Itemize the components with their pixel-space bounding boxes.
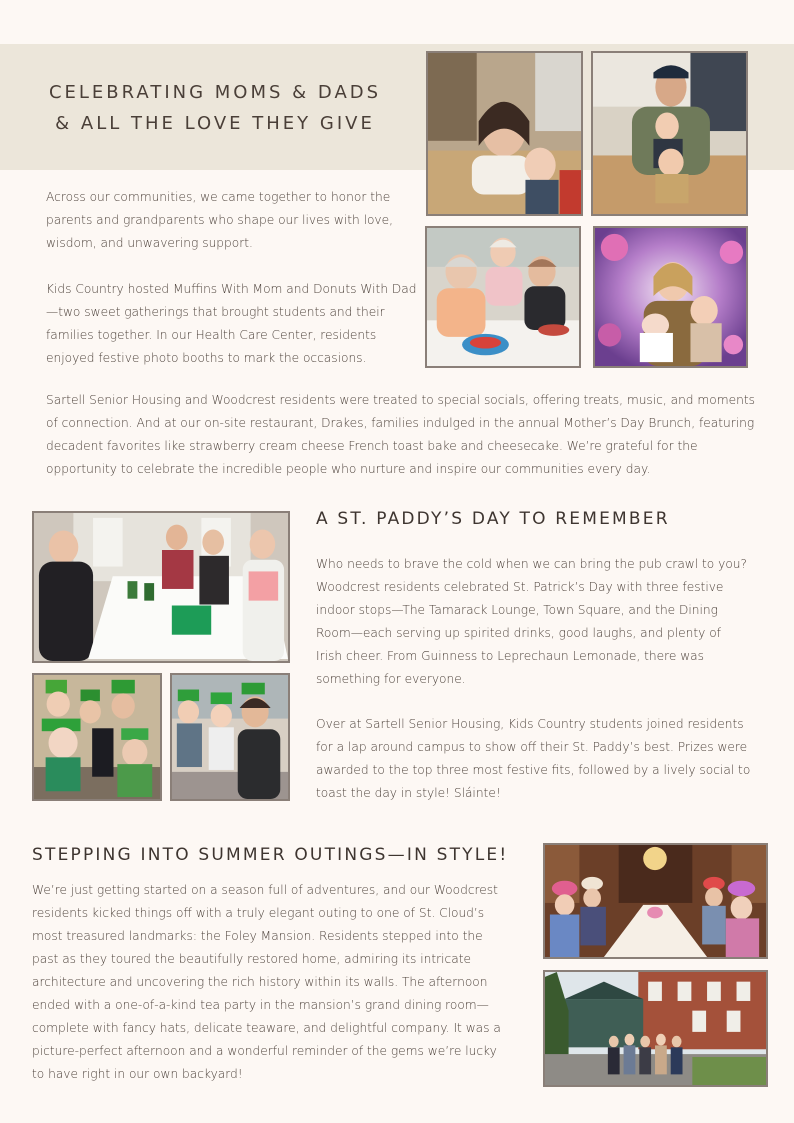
st-paddys-title: A ST. PADDY’S DAY TO REMEMBER xyxy=(316,509,670,529)
photo-tea-party-dining-room xyxy=(543,843,768,959)
st-paddys-paragraph-2: Over at Sartell Senior Housing, Kids Country students joined residents for a lap around campus to show off their St. Paddy’s best. Prizes were awarded to the top three most festive fits, followed by a lively social to toast the day in style! Sláinte! xyxy=(316,717,751,800)
st-paddys-paragraph-1: Who needs to brave the cold when we can bring the pub crawl to you? Woodcrest residents celebrated St. Patrick’s Day with three festive indoor stops—The Tamarack Lounge, Town Square, and the Dining Room—each serving up spirited drinks, good laughs, and plenty of Irish cheer. From Guinness to Leprechaun Lemonade, there was something for everyone. xyxy=(316,557,747,686)
photo-foley-mansion-group xyxy=(543,970,768,1087)
moms-dads-paragraph-2: Kids Country hosted Muffins With Mom and Donuts With Dad—two sweet gatherings that brought students and their families together. In our Health Care Center, residents enjoyed festive photo booths to mark the occasions. xyxy=(46,282,417,365)
moms-dads-paragraph-3: Sartell Senior Housing and Woodcrest residents were treated to special socials, offering treats, music, and moments of connection. And at our on-site restaurant, Drakes, families indulged in the annual Mother’s Day Brunch, featuring decadent favorites like strawberry cream cheese French toast bake and cheesecake. We’re grateful for the opportunity to celebrate the incredible people who nurture and inspire our communities every day. xyxy=(46,393,755,476)
photo-residents-with-treats xyxy=(425,226,581,368)
summer-outings-title: STEPPING INTO SUMMER OUTINGS—IN STYLE! xyxy=(32,845,509,865)
photo-kids-in-green-hats xyxy=(170,673,290,801)
section-title-line2: & ALL THE LOVE THEY GIVE xyxy=(55,113,375,134)
summer-outings-paragraph: We’re just getting started on a season full of adventures, and our Woodcrest residents kicked things off with a truly elegant outing to one of St. Cloud’s most treasured landmarks: the Foley Mansion. Residents stepped into the past as they toured the beautifully restored home, admiring its intricate architecture and uncovering the rich history within its walls. The afternoon ended with a one-of-a-kind tea party in the mansion’s grand dining room—complete with fancy hats, delicate teaware, and delightful company. It was a picture-perfect afternoon and a wonderful reminder of the gems we’re lucky to have right in our own backyard! xyxy=(32,883,501,1081)
photo-dad-with-kids xyxy=(591,51,748,216)
photo-mom-with-babies xyxy=(593,226,748,368)
photo-mom-with-toddler xyxy=(426,51,583,216)
moms-dads-paragraph-1: Across our communities, we came together to honor the parents and grandparents who shape our lives with love, wisdom, and unwavering support. xyxy=(46,190,394,250)
photo-pub-crawl-drinks-table xyxy=(32,511,290,663)
photo-residents-in-green-hats xyxy=(32,673,162,801)
section-title-line1: CELEBRATING MOMS & DADS xyxy=(48,82,382,103)
